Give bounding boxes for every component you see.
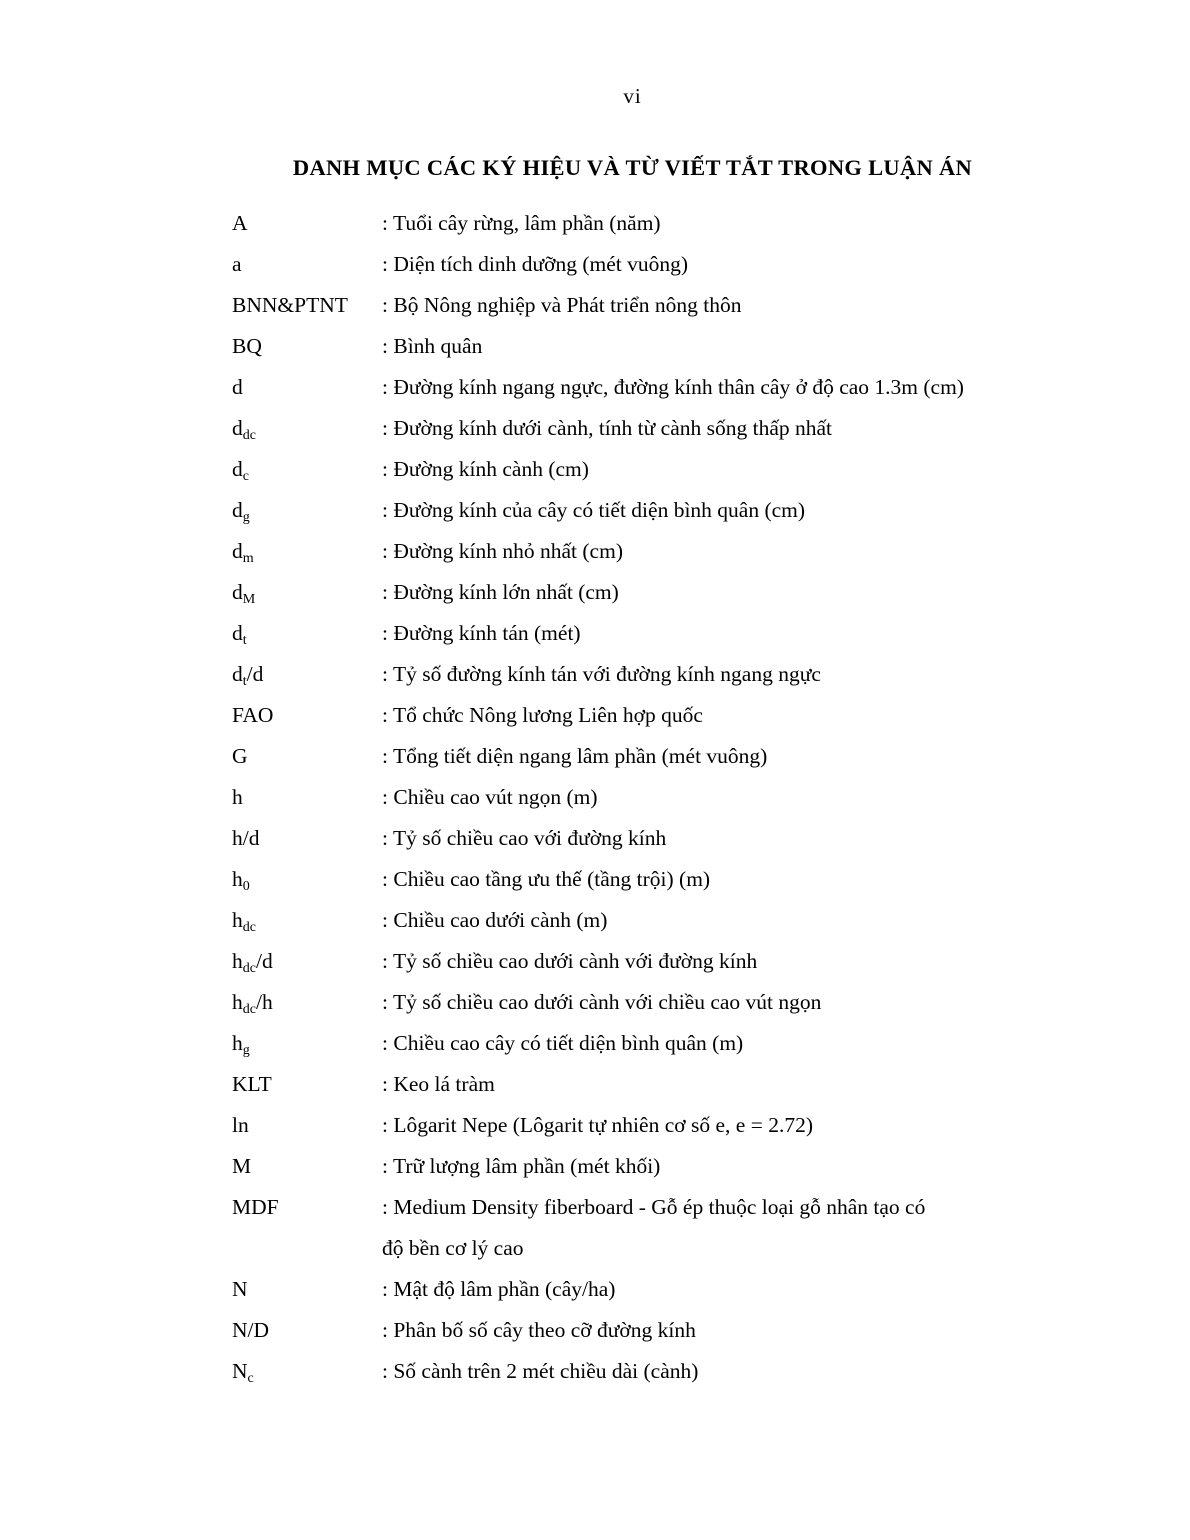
symbol: BQ bbox=[232, 334, 262, 358]
list-item bbox=[232, 1023, 1052, 1064]
list-item bbox=[232, 859, 1052, 900]
symbol: $h_{dc}/d$ bbox=[232, 949, 273, 976]
list-item bbox=[232, 367, 1052, 408]
definition: : Đường kính ngang ngực, đường kính thân cây ở độ cao 1.3m (cm) bbox=[382, 375, 964, 399]
definition: : Keo lá tràm bbox=[382, 1072, 495, 1096]
symbol: A bbox=[232, 211, 248, 235]
list-item bbox=[232, 285, 1052, 326]
list-item bbox=[232, 777, 1052, 818]
list-item bbox=[232, 326, 1052, 367]
abbreviation-list bbox=[232, 203, 1052, 1392]
page-title: DANH MỤC CÁC KÝ HIỆU VÀ TỪ VIẾT TẮT TRONG LUẬN ÁN bbox=[292, 155, 973, 180]
definition: : Số cành trên 2 mét chiều dài (cành) bbox=[382, 1359, 699, 1383]
list-item bbox=[232, 1269, 1052, 1310]
symbol: G bbox=[232, 744, 248, 768]
symbol: a bbox=[232, 252, 242, 276]
list-item bbox=[232, 531, 1052, 572]
list-item bbox=[232, 1310, 1052, 1351]
symbol: $h_0$ bbox=[232, 867, 250, 894]
symbol: MDF bbox=[232, 1195, 279, 1219]
list-item bbox=[232, 244, 1052, 285]
symbol: $h_{dc}/h$ bbox=[232, 990, 273, 1017]
symbol: N/D bbox=[232, 1318, 270, 1342]
list-item bbox=[232, 490, 1052, 531]
symbol: FAO bbox=[232, 703, 274, 727]
symbol: h bbox=[232, 785, 243, 809]
definition: : Chiều cao cây có tiết diện bình quân (m) bbox=[382, 1031, 744, 1055]
definition: : Tỷ số chiều cao dưới cành với đường kính bbox=[382, 949, 758, 973]
symbol: BNN&PTNT bbox=[232, 293, 348, 317]
symbol: d bbox=[232, 375, 243, 399]
definition: : Đường kính cành (cm) bbox=[382, 457, 589, 481]
symbol: $h_{dc}$ bbox=[232, 908, 256, 935]
symbol: $d_{dc}$ bbox=[232, 416, 256, 443]
list-item bbox=[232, 408, 1052, 449]
list-item bbox=[232, 941, 1052, 982]
symbol: $d_M$ bbox=[232, 580, 256, 607]
symbol: $d_t/d$ bbox=[232, 662, 264, 689]
definition: : Diện tích dinh dưỡng (mét vuông) bbox=[382, 252, 689, 276]
list-item bbox=[232, 982, 1052, 1023]
definition: : Lôgarit Nepe (Lôgarit tự nhiên cơ số e, e = 2.72) bbox=[382, 1113, 813, 1137]
definition: : Chiều cao dưới cành (m) bbox=[382, 908, 608, 932]
symbol: $d_m$ bbox=[232, 539, 254, 566]
definition: : Bộ Nông nghiệp và Phát triển nông thôn bbox=[382, 293, 742, 317]
list-item bbox=[232, 695, 1052, 736]
symbol: $d_t$ bbox=[232, 621, 247, 648]
definition: : Đường kính lớn nhất (cm) bbox=[382, 580, 619, 604]
list-item bbox=[232, 1064, 1052, 1105]
list-item bbox=[232, 736, 1052, 777]
definition: : Đường kính của cây có tiết diện bình quân (cm) bbox=[382, 498, 806, 522]
definition: : Đường kính nhỏ nhất (cm) bbox=[382, 539, 623, 563]
definition: : Trữ lượng lâm phần (mét khối) bbox=[382, 1154, 661, 1178]
list-item bbox=[232, 572, 1052, 613]
definition: : Chiều cao tầng ưu thế (tầng trội) (m) bbox=[382, 867, 711, 891]
list-item bbox=[232, 613, 1052, 654]
definition: : Tuổi cây rừng, lâm phần (năm) bbox=[382, 211, 661, 235]
definition: : Tỷ số chiều cao dưới cành với chiều cao vút ngọn bbox=[382, 990, 822, 1014]
definition: : Mật độ lâm phần (cây/ha) bbox=[382, 1277, 616, 1301]
list-item bbox=[232, 1105, 1052, 1146]
definition: : Tỷ số đường kính tán với đường kính ngang ngực bbox=[382, 662, 821, 686]
symbol: $d_g$ bbox=[232, 498, 250, 525]
symbol: ln bbox=[232, 1113, 249, 1137]
list-item bbox=[232, 654, 1052, 695]
definition: : Đường kính dưới cành, tính từ cành sống thấp nhất bbox=[382, 416, 833, 440]
definition: : Tổ chức Nông lương Liên hợp quốc bbox=[382, 703, 703, 727]
symbol: M bbox=[232, 1154, 252, 1178]
symbol: N bbox=[232, 1277, 248, 1301]
definition: : Tỷ số chiều cao với đường kính bbox=[382, 826, 667, 850]
list-item bbox=[232, 900, 1052, 941]
page-number: vi bbox=[623, 84, 642, 108]
symbol: h/d bbox=[232, 826, 260, 850]
list-item bbox=[232, 1146, 1052, 1187]
definition: : Tổng tiết diện ngang lâm phần (mét vuông) bbox=[382, 744, 768, 768]
symbol: $d_c$ bbox=[232, 457, 249, 484]
list-item bbox=[232, 818, 1052, 859]
symbol: $h_g$ bbox=[232, 1031, 250, 1058]
symbol: KLT bbox=[232, 1072, 272, 1096]
definition: : Chiều cao vút ngọn (m) bbox=[382, 785, 598, 809]
list-item bbox=[232, 1351, 1052, 1392]
symbol: $N_c$ bbox=[232, 1359, 254, 1386]
definition: : Medium Density fiberboard - Gỗ ép thuộc loại gỗ nhân tạo có độ bền cơ lý cao bbox=[382, 1195, 926, 1260]
list-item bbox=[232, 449, 1052, 490]
definition: : Đường kính tán (mét) bbox=[382, 621, 581, 645]
list-item bbox=[232, 1187, 1052, 1269]
list-item bbox=[232, 203, 1052, 244]
definition: : Phân bố số cây theo cỡ đường kính bbox=[382, 1318, 696, 1342]
definition: : Bình quân bbox=[382, 334, 483, 358]
